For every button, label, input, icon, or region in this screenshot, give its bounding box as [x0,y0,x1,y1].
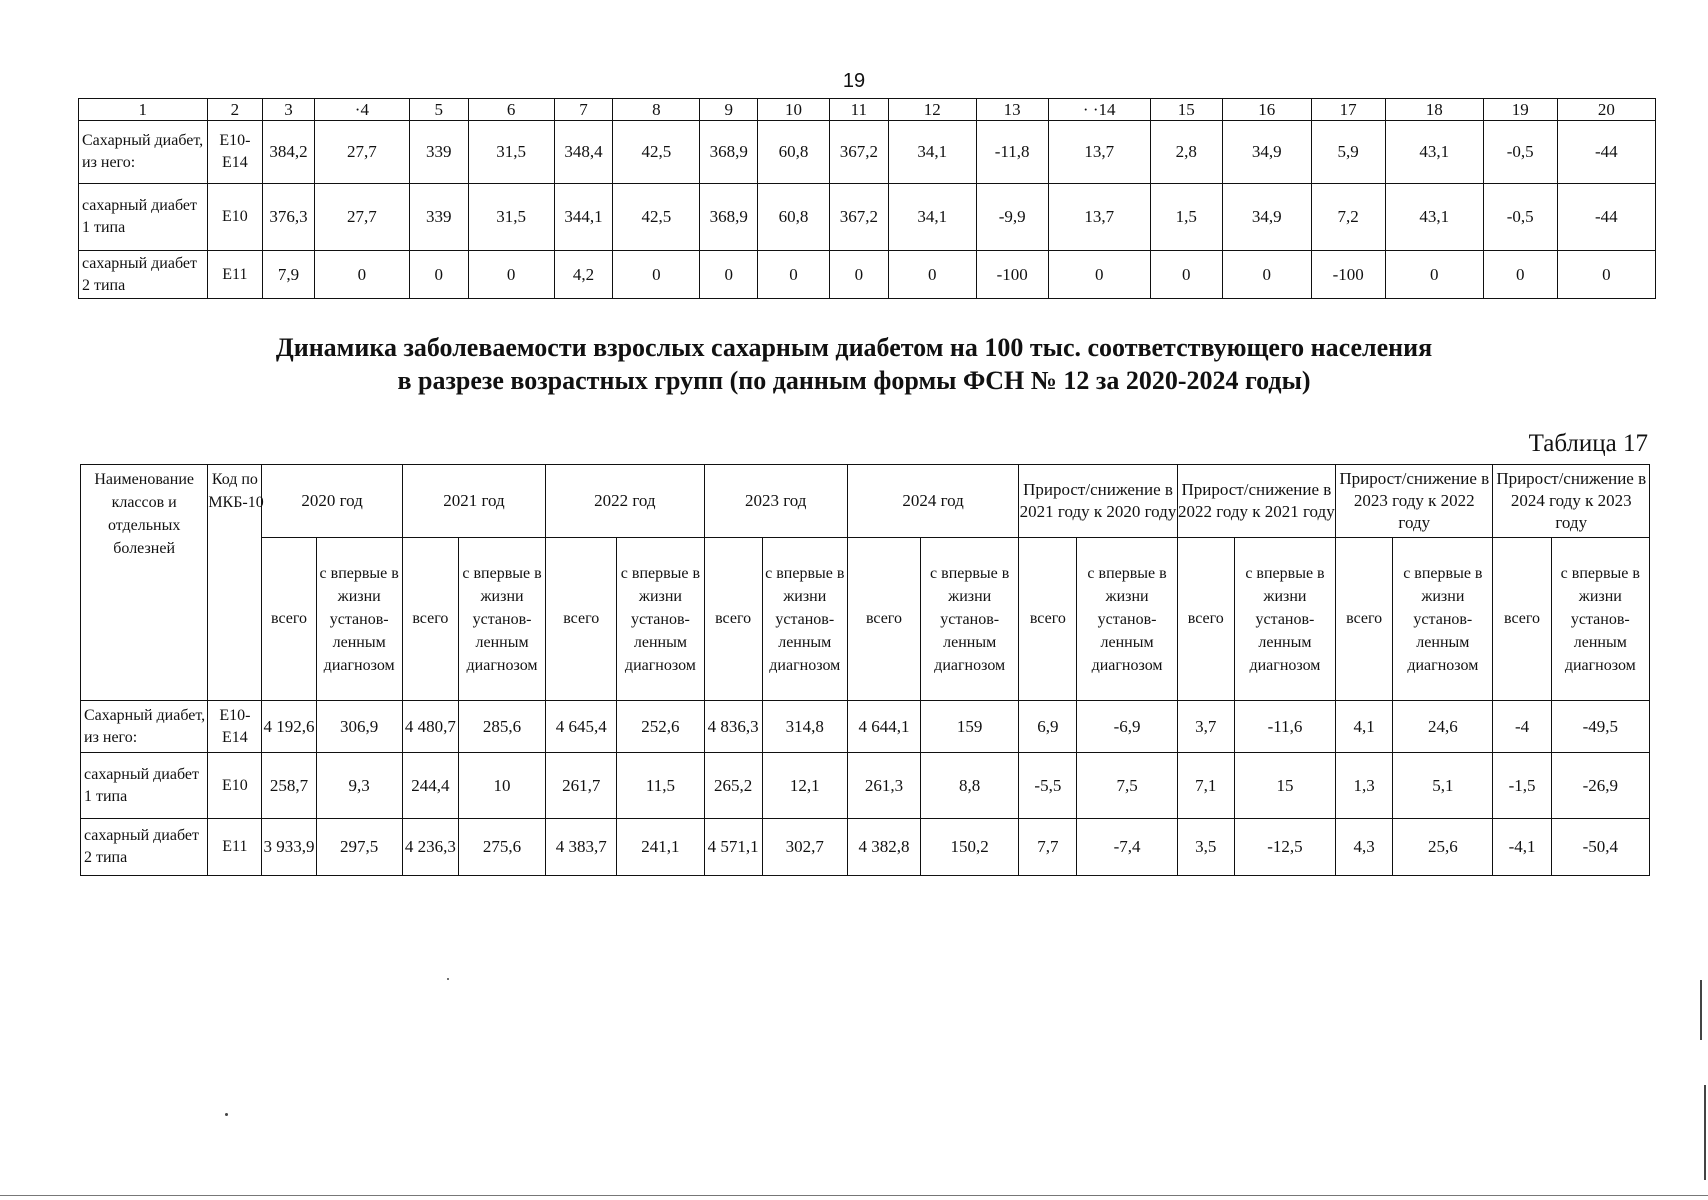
table-cell: 285,6 [458,701,545,753]
table-cell: 34,9 [1222,184,1311,251]
table-cell: 1,5 [1150,184,1222,251]
table-cell: 0 [758,251,830,299]
table-cell: 0 [409,251,468,299]
column-number: ·4 [314,99,409,121]
icd-code: E11 [207,251,263,299]
column-number-row [79,99,1656,121]
table-cell: 4 383,7 [546,819,617,876]
table-cell: 0 [1385,251,1483,299]
table-cell: 0 [1048,251,1150,299]
subheader-total: всего [1177,538,1234,701]
table-cell: 265,2 [704,753,762,819]
column-number: 3 [263,99,315,121]
table-cell: 348,4 [554,121,613,184]
icd-code: E11 [208,819,262,876]
table-cell: 252,6 [617,701,704,753]
table-cell: 8,8 [921,753,1019,819]
column-header-code: Код по МКБ-10 [208,465,262,701]
table-cell: 4,3 [1336,819,1393,876]
column-number: 17 [1311,99,1385,121]
table-cell: 4,1 [1336,701,1393,753]
table-cell: 2,8 [1150,121,1222,184]
column-number: 13 [976,99,1048,121]
subheader-row [81,538,1650,701]
table-cell: -11,8 [976,121,1048,184]
column-number: 19 [1483,99,1557,121]
group-header: 2022 год [546,465,704,538]
group-header: Прирост/снижение в 2022 году к 2021 году [1177,465,1335,538]
column-number: 18 [1385,99,1483,121]
table-cell: 0 [700,251,758,299]
group-header: 2020 год [262,465,402,538]
group-header: 2021 год [402,465,545,538]
table-cell: 159 [921,701,1019,753]
table-cell: 34,9 [1222,121,1311,184]
subheader-new-diagnosis: с впервые в жизни установ-ленным диагнозом [1551,538,1649,701]
table-cell: 7,5 [1077,753,1177,819]
table-cell: 0 [829,251,888,299]
table-cell: -100 [976,251,1048,299]
table-cell: 9,3 [316,753,402,819]
subheader-new-diagnosis: с впервые в жизни установ-ленным диагнозом [1077,538,1177,701]
table-cell: -49,5 [1551,701,1649,753]
column-number: 2 [207,99,263,121]
row-label: сахарный диабет 2 типа [81,819,208,876]
column-number: 9 [700,99,758,121]
table-cell: -9,9 [976,184,1048,251]
table-cell: 0 [1150,251,1222,299]
icd-code: E10 [207,184,263,251]
table-cell: 244,4 [402,753,458,819]
table-cell: 339 [409,184,468,251]
table-cell: -5,5 [1019,753,1077,819]
table-cell: 3 933,9 [262,819,316,876]
table-cell: 302,7 [762,819,847,876]
incidence-table [80,464,1650,876]
table-cell: 314,8 [762,701,847,753]
subheader-total: всего [262,538,316,701]
subheader-total: всего [1493,538,1551,701]
column-header-name: Наименование классов и отдельных болезней [81,465,208,701]
page-number: 19 [842,70,866,92]
subheader-total: всего [546,538,617,701]
table-cell: 34,1 [888,121,976,184]
table-cell: -11,6 [1234,701,1335,753]
icd-code: E10-E14 [208,701,262,753]
table-cell: 297,5 [316,819,402,876]
group-header: Прирост/снижение в 2023 году к 2022 году [1336,465,1493,538]
table-cell: 27,7 [314,184,409,251]
group-header: 2023 год [704,465,847,538]
table-cell: 258,7 [262,753,316,819]
scan-artifact [225,1113,228,1116]
table-cell: 0 [1557,251,1655,299]
table-cell: 6,9 [1019,701,1077,753]
subheader-total: всего [1019,538,1077,701]
row-label: сахарный диабет 2 типа [79,251,208,299]
scan-artifact [447,978,449,980]
group-header: Прирост/снижение в 2021 году к 2020 году [1019,465,1177,538]
table-row [81,753,1650,819]
table-cell: 4 836,3 [704,701,762,753]
group-header: 2024 год [847,465,1018,538]
table-cell: 25,6 [1393,819,1493,876]
table-cell: 4 236,3 [402,819,458,876]
table-cell: -1,5 [1493,753,1551,819]
table-cell: -12,5 [1234,819,1335,876]
scan-artifact [0,1195,1708,1196]
table-cell: 1,3 [1336,753,1393,819]
table-cell: -0,5 [1483,184,1557,251]
table-cell: 384,2 [263,121,315,184]
table-cell: 11,5 [617,753,704,819]
table-cell: 367,2 [829,184,888,251]
table-cell: -7,4 [1077,819,1177,876]
table-cell: 7,9 [263,251,315,299]
table-cell: 0 [468,251,554,299]
continued-table [78,98,1656,299]
table-cell: 4 645,4 [546,701,617,753]
table-cell: 27,7 [314,121,409,184]
table-cell: 0 [888,251,976,299]
table-cell: 275,6 [458,819,545,876]
heading-line: Динамика заболеваемости взрослых сахарным диабетом на 100 тыс. соответствующего населения [275,333,1433,362]
table-cell: 15 [1234,753,1335,819]
column-number: 15 [1150,99,1222,121]
column-number: 20 [1557,99,1655,121]
scan-artifact [1700,980,1702,1040]
table-row [81,819,1650,876]
column-number: 7 [554,99,613,121]
column-number: 10 [758,99,830,121]
subheader-total: всего [402,538,458,701]
table-cell: 4 571,1 [704,819,762,876]
table-cell: 34,1 [888,184,976,251]
header-row [81,465,1650,538]
heading-line: в разрезе возрастных групп (по данным формы ФСН № 12 за 2020-2024 годы) [397,366,1311,395]
table-cell: 261,7 [546,753,617,819]
table-cell: 0 [314,251,409,299]
table-cell: 7,1 [1177,753,1234,819]
subheader-total: всего [1336,538,1393,701]
table-row [79,251,1656,299]
column-number: 8 [613,99,700,121]
row-label: Сахарный диабет, из него: [79,121,208,184]
table-label: Таблица 17 [1528,430,1648,457]
table-cell: 60,8 [758,121,830,184]
table-cell: 306,9 [316,701,402,753]
subheader-total: всего [704,538,762,701]
table-cell: 5,1 [1393,753,1493,819]
table-cell: 12,1 [762,753,847,819]
subheader-new-diagnosis: с впервые в жизни установ-ленным диагнозом [921,538,1019,701]
column-number: 1 [79,99,208,121]
table-cell: 13,7 [1048,184,1150,251]
table-cell: -4 [1493,701,1551,753]
table-cell: -6,9 [1077,701,1177,753]
table-cell: 5,9 [1311,121,1385,184]
table-cell: 3,5 [1177,819,1234,876]
table-cell: 0 [613,251,700,299]
table-cell: 7,7 [1019,819,1077,876]
table-cell: 0 [1222,251,1311,299]
subheader-new-diagnosis: с впервые в жизни установ-ленным диагнозом [762,538,847,701]
table-cell: -0,5 [1483,121,1557,184]
table-row [79,121,1656,184]
section-heading [0,331,1708,397]
subheader-total: всего [847,538,920,701]
table-cell: -50,4 [1551,819,1649,876]
table-cell: 31,5 [468,184,554,251]
table-cell: 367,2 [829,121,888,184]
table-cell: 376,3 [263,184,315,251]
column-number: 12 [888,99,976,121]
table-cell: -26,9 [1551,753,1649,819]
group-header: Прирост/снижение в 2024 году к 2023 году [1493,465,1650,538]
row-label: сахарный диабет 1 типа [79,184,208,251]
table-cell: 261,3 [847,753,920,819]
table-cell: 368,9 [700,121,758,184]
table-cell: -100 [1311,251,1385,299]
table-cell: 60,8 [758,184,830,251]
table-cell: -44 [1557,184,1655,251]
table-cell: 0 [1483,251,1557,299]
table-cell: 7,2 [1311,184,1385,251]
table-cell: 43,1 [1385,121,1483,184]
table-cell: 10 [458,753,545,819]
table-row [81,701,1650,753]
table-cell: 42,5 [613,184,700,251]
column-number: 11 [829,99,888,121]
row-label: Сахарный диабет, из него: [81,701,208,753]
table-cell: -44 [1557,121,1655,184]
table-cell: 344,1 [554,184,613,251]
table-cell: 24,6 [1393,701,1493,753]
table-cell: 13,7 [1048,121,1150,184]
table-cell: 4,2 [554,251,613,299]
table-cell: -4,1 [1493,819,1551,876]
column-number: 5 [409,99,468,121]
icd-code: E10-E14 [207,121,263,184]
table-cell: 4 382,8 [847,819,920,876]
scan-artifact [1704,1085,1706,1180]
subheader-new-diagnosis: с впервые в жизни установ-ленным диагнозом [316,538,402,701]
subheader-new-diagnosis: с впервые в жизни установ-ленным диагнозом [617,538,704,701]
row-label: сахарный диабет 1 типа [81,753,208,819]
column-number: 16 [1222,99,1311,121]
table-cell: 4 480,7 [402,701,458,753]
table-cell: 3,7 [1177,701,1234,753]
table-cell: 4 644,1 [847,701,920,753]
column-number: · ·14 [1048,99,1150,121]
table-cell: 42,5 [613,121,700,184]
subheader-new-diagnosis: с впервые в жизни установ-ленным диагнозом [1393,538,1493,701]
table-row [79,184,1656,251]
icd-code: E10 [208,753,262,819]
table-cell: 241,1 [617,819,704,876]
subheader-new-diagnosis: с впервые в жизни установ-ленным диагнозом [1234,538,1335,701]
table-cell: 4 192,6 [262,701,316,753]
subheader-new-diagnosis: с впервые в жизни установ-ленным диагнозом [458,538,545,701]
table-cell: 43,1 [1385,184,1483,251]
table-cell: 368,9 [700,184,758,251]
column-number: 6 [468,99,554,121]
table-cell: 339 [409,121,468,184]
table-cell: 31,5 [468,121,554,184]
table-cell: 150,2 [921,819,1019,876]
